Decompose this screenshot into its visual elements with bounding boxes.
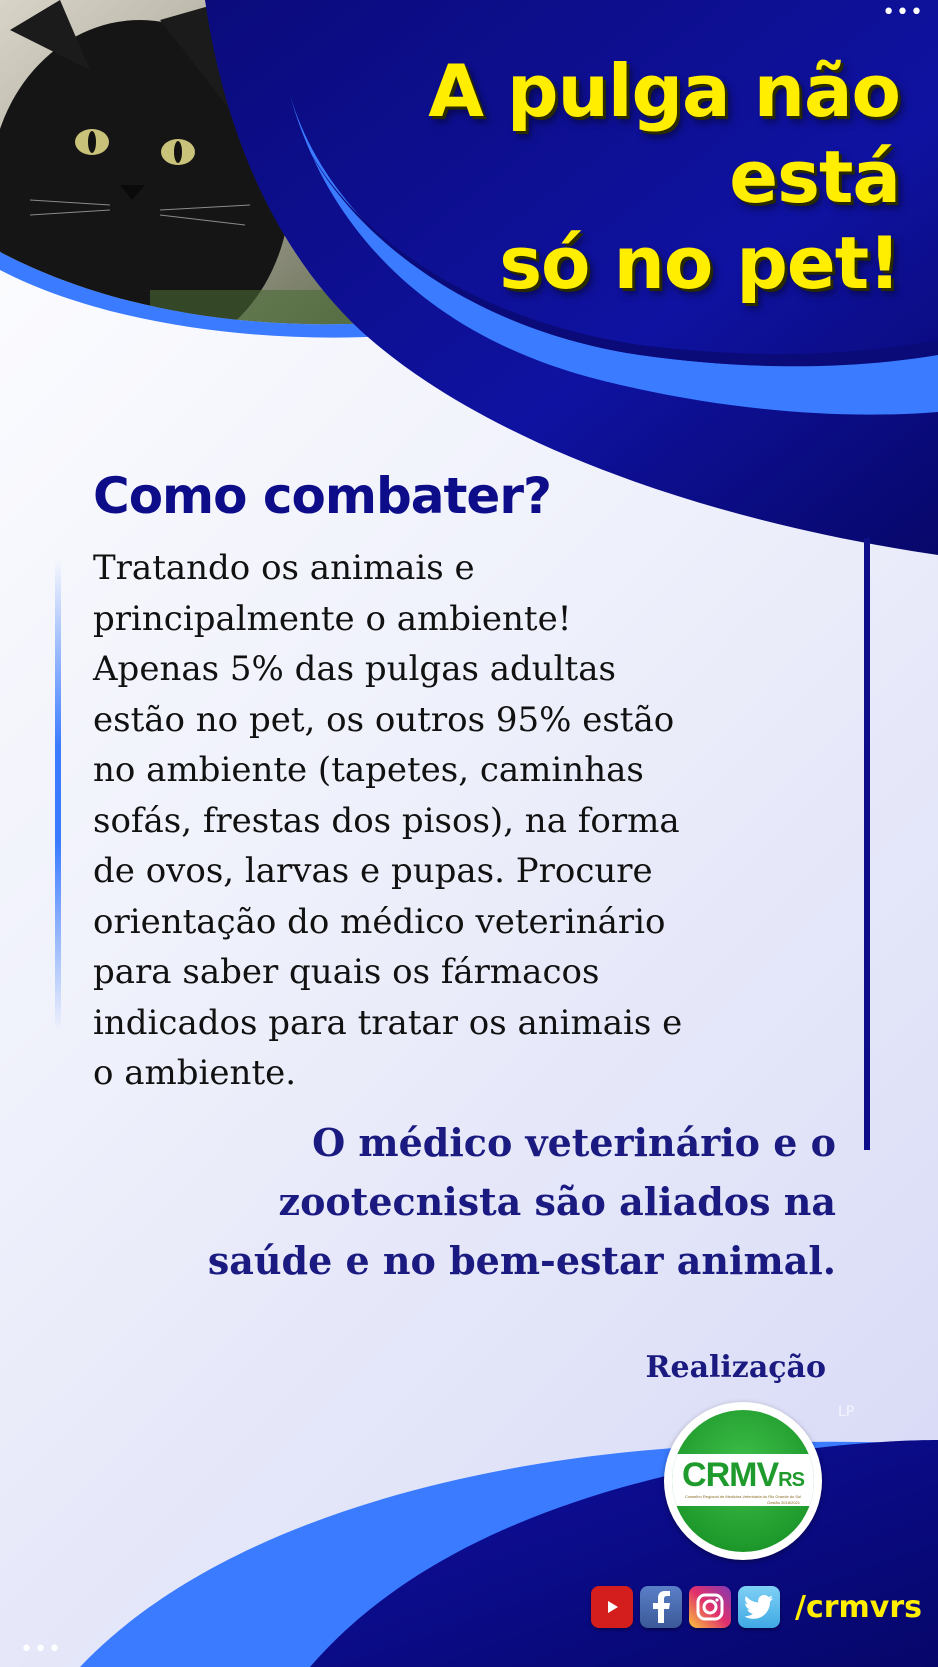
poster-title — [340, 48, 900, 306]
title-line-2: só no pet! — [499, 221, 900, 305]
signature-mark: LP — [838, 1404, 855, 1420]
logo-suffix-text: RS — [778, 1469, 804, 1491]
right-accent-bar — [864, 538, 870, 1150]
body-paragraph: Tratando os animais e principalmente o ambiente! Apenas 5% das pulgas adultas estão no pet, os outros 95% estão no ambiente (tapetes, caminhas sofás, frestas dos pisos), na forma de ovos, larvas e pupas. Procure orientação do médico veterinário para saber quais os fármacos indicados para tratar os animais e o ambiente. — [93, 548, 683, 1093]
slogan-text: O médico veterinário e o zootecnista são aliados na saúde e no bem-estar animal. — [207, 1120, 836, 1283]
youtube-icon[interactable] — [591, 1586, 633, 1628]
left-accent-bar — [55, 560, 61, 1030]
logo-term: Gestão 2018/2021 — [767, 1500, 800, 1505]
logo-subtitle: Conselho Regional de Medicina Veterinária do Rio Grande do Sul — [684, 1494, 802, 1499]
facebook-icon[interactable] — [640, 1586, 682, 1628]
logo-wordmark — [672, 1456, 814, 1495]
section-heading: Como combater? — [93, 467, 551, 525]
instagram-icon[interactable] — [689, 1586, 731, 1628]
social-links — [591, 1585, 922, 1629]
bottom-more-icon[interactable]: ••• — [20, 1637, 62, 1662]
title-line-1: A pulga não está — [428, 49, 900, 219]
social-handle[interactable]: /crmvrs — [795, 1589, 923, 1625]
more-options-icon[interactable]: ••• — [882, 0, 924, 25]
logo-main-text: CRMV — [682, 1456, 779, 1494]
logo-circle — [672, 1410, 814, 1552]
twitter-icon[interactable] — [738, 1586, 780, 1628]
crmvrs-logo[interactable] — [664, 1402, 822, 1560]
realizacao-label: Realização — [645, 1350, 826, 1385]
